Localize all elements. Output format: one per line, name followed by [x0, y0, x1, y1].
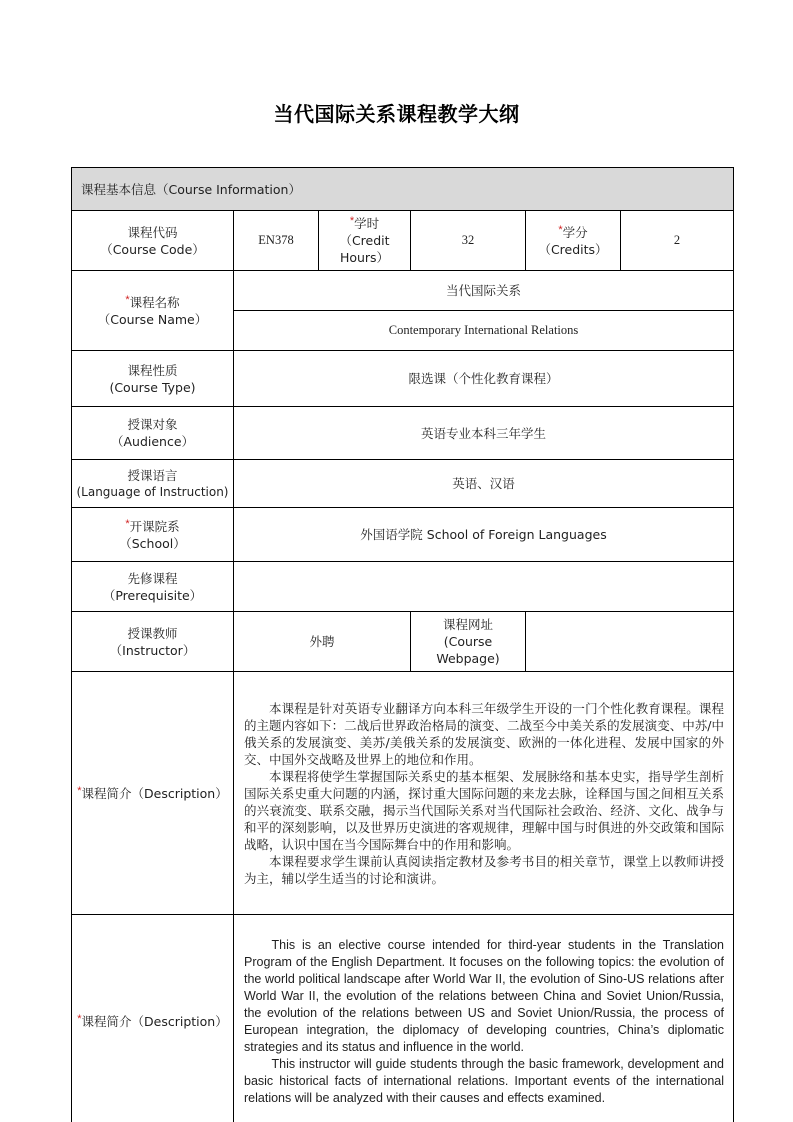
section-header-label: 课程基本信息（Course Information） — [72, 168, 734, 211]
label-school-en: （School） — [119, 535, 186, 551]
description-cn-paragraph: 本课程要求学生课前认真阅读指定教材及参考书目的相关章节，课堂上以教师讲授为主，辅以学生适当的讨论和演讲。 — [244, 853, 725, 886]
label-instructor-cn: 授课教师 — [127, 625, 178, 641]
label-course-name-cn — [75, 294, 230, 311]
table-row-instructor — [72, 612, 734, 672]
description-en-paragraph: This instructor will guide students through the basic framework, development and basic historical facts of international relations. Important events of the international relations will be analyzed with their causes and effects examined. — [244, 1057, 725, 1105]
description-en-paragraph: This is an elective course intended for third-year students in the Translation Program of the English Department. It focuses on the following topics: the evolution of the world political landscape after World War II, the evolution of Sino-US relations after World War II, the evolution of the relations between China and Soviet Union/Russia, the evolution of the relations between US and Soviet Union/Russia, the process of European integration, the diplomacy of developing countries, China’s diplomatic strategies and its status and influence in the world. — [244, 938, 725, 1054]
label-audience — [72, 407, 234, 460]
course-information-table — [71, 167, 734, 1122]
label-description-en — [72, 915, 234, 1122]
table-row-language — [72, 460, 734, 508]
table-row-course-name-cn — [72, 271, 734, 311]
required-marker-icon: * — [125, 293, 130, 306]
required-marker-icon: * — [349, 215, 355, 227]
required-marker-icon: * — [558, 223, 563, 236]
label-course-name — [72, 271, 234, 351]
label-credit-hours-en: （Credit Hours） — [339, 233, 390, 265]
label-description-en-text — [77, 1014, 227, 1029]
label-prerequisite-en: （Prerequisite） — [102, 587, 203, 603]
label-course-webpage-en: (Course Webpage) — [436, 634, 500, 666]
required-marker-icon: * — [77, 784, 82, 797]
value-course-name-cn: 当代国际关系 — [234, 271, 734, 311]
label-description-en-inner: 课程简介（Description） — [81, 1013, 228, 1029]
value-course-type: 限选课（个性化教育课程） — [234, 351, 734, 407]
label-audience-cn: 授课对象 — [127, 417, 178, 432]
label-language — [72, 460, 234, 508]
label-instructor-en: （Instructor） — [109, 642, 196, 658]
page-title: 当代国际关系课程教学大纲 — [273, 102, 520, 126]
value-course-name-en: Contemporary International Relations — [234, 311, 734, 351]
label-language-en: (Language of Instruction) — [76, 484, 229, 499]
table-row-school — [72, 508, 734, 562]
label-school — [72, 508, 234, 562]
table-row-course-type — [72, 351, 734, 407]
label-credits-en: （Credits） — [538, 241, 608, 257]
table-row-prerequisite — [72, 562, 734, 612]
label-credits-cn-text: 学分 — [562, 224, 588, 240]
required-marker-icon: * — [125, 517, 130, 530]
label-course-code — [72, 211, 234, 271]
label-credits — [526, 211, 621, 271]
table-row-description-cn — [72, 672, 734, 915]
value-credits: 2 — [621, 211, 734, 271]
label-description-cn-text — [77, 786, 227, 801]
label-credits-cn — [529, 224, 617, 241]
label-language-cn: 授课语言 — [127, 467, 178, 483]
table-row-audience — [72, 407, 734, 460]
label-credit-hours-cn — [322, 215, 407, 232]
label-course-code-cn: 课程代码 — [127, 224, 178, 240]
label-course-name-cn-text: 课程名称 — [129, 294, 180, 310]
label-course-code-en: （Course Code） — [100, 241, 205, 257]
label-course-type-en: (Course Type) — [109, 379, 196, 395]
value-description-cn — [234, 672, 734, 915]
description-cn-paragraph: 本课程将使学生掌握国际关系史的基本框架、发展脉络和基本史实，指导学生剖析国际关系史重大问题的内涵，探讨重大国际问题的来龙去脉，诠释国与国之间相互关系的兴衰流变、联系交融，揭示当代国际关系对当代国际社会政治、经济、文化、战争与和平的深刻影响，以及世界历史演进的客观规律，理解中国与时俱进的外交政策和国际战略，认识中国在当今国际舞台中的作用和影响。 — [244, 768, 725, 852]
label-course-type-cn: 课程性质 — [127, 362, 178, 378]
label-description-cn-inner: 课程简介（Description） — [81, 785, 228, 801]
label-course-webpage-cn: 课程网址 — [442, 617, 493, 632]
value-school: 外国语学院 School of Foreign Languages — [234, 508, 734, 562]
label-prerequisite-cn: 先修课程 — [127, 570, 178, 586]
label-credit-hours — [319, 211, 411, 271]
label-description-cn — [72, 672, 234, 915]
value-course-webpage — [526, 612, 734, 672]
label-course-name-en: （Course Name） — [97, 311, 208, 327]
value-description-en — [234, 915, 734, 1122]
label-school-cn-text: 开课院系 — [129, 518, 180, 534]
value-language: 英语、汉语 — [234, 460, 734, 508]
table-row-section-header — [72, 168, 734, 211]
label-school-cn — [75, 518, 230, 535]
value-course-code: EN378 — [234, 211, 319, 271]
label-course-type — [72, 351, 234, 407]
value-credit-hours: 32 — [411, 211, 526, 271]
label-instructor — [72, 612, 234, 672]
required-marker-icon: * — [77, 1012, 82, 1025]
label-course-webpage — [411, 612, 526, 672]
table-row-description-en — [72, 915, 734, 1122]
value-prerequisite — [234, 562, 734, 612]
value-instructor: 外聘 — [234, 612, 411, 672]
description-cn-paragraph: 本课程是针对英语专业翻译方向本科三年级学生开设的一门个性化教育课程。课程的主题内容如下：二战后世界政治格局的演变、二战至今中美关系的发展演变、中苏/中俄关系的发展演变、美苏/美俄关系的发展演变、欧洲的一体化进程、发展中国家的外交、中国外交战略及世界上的地位和作用。 — [244, 700, 725, 767]
label-credit-hours-cn-text: 学时 — [354, 216, 380, 231]
table-row-course-code — [72, 211, 734, 271]
label-prerequisite — [72, 562, 234, 612]
label-audience-en: （Audience） — [110, 434, 195, 449]
value-audience: 英语专业本科三年学生 — [234, 407, 734, 460]
